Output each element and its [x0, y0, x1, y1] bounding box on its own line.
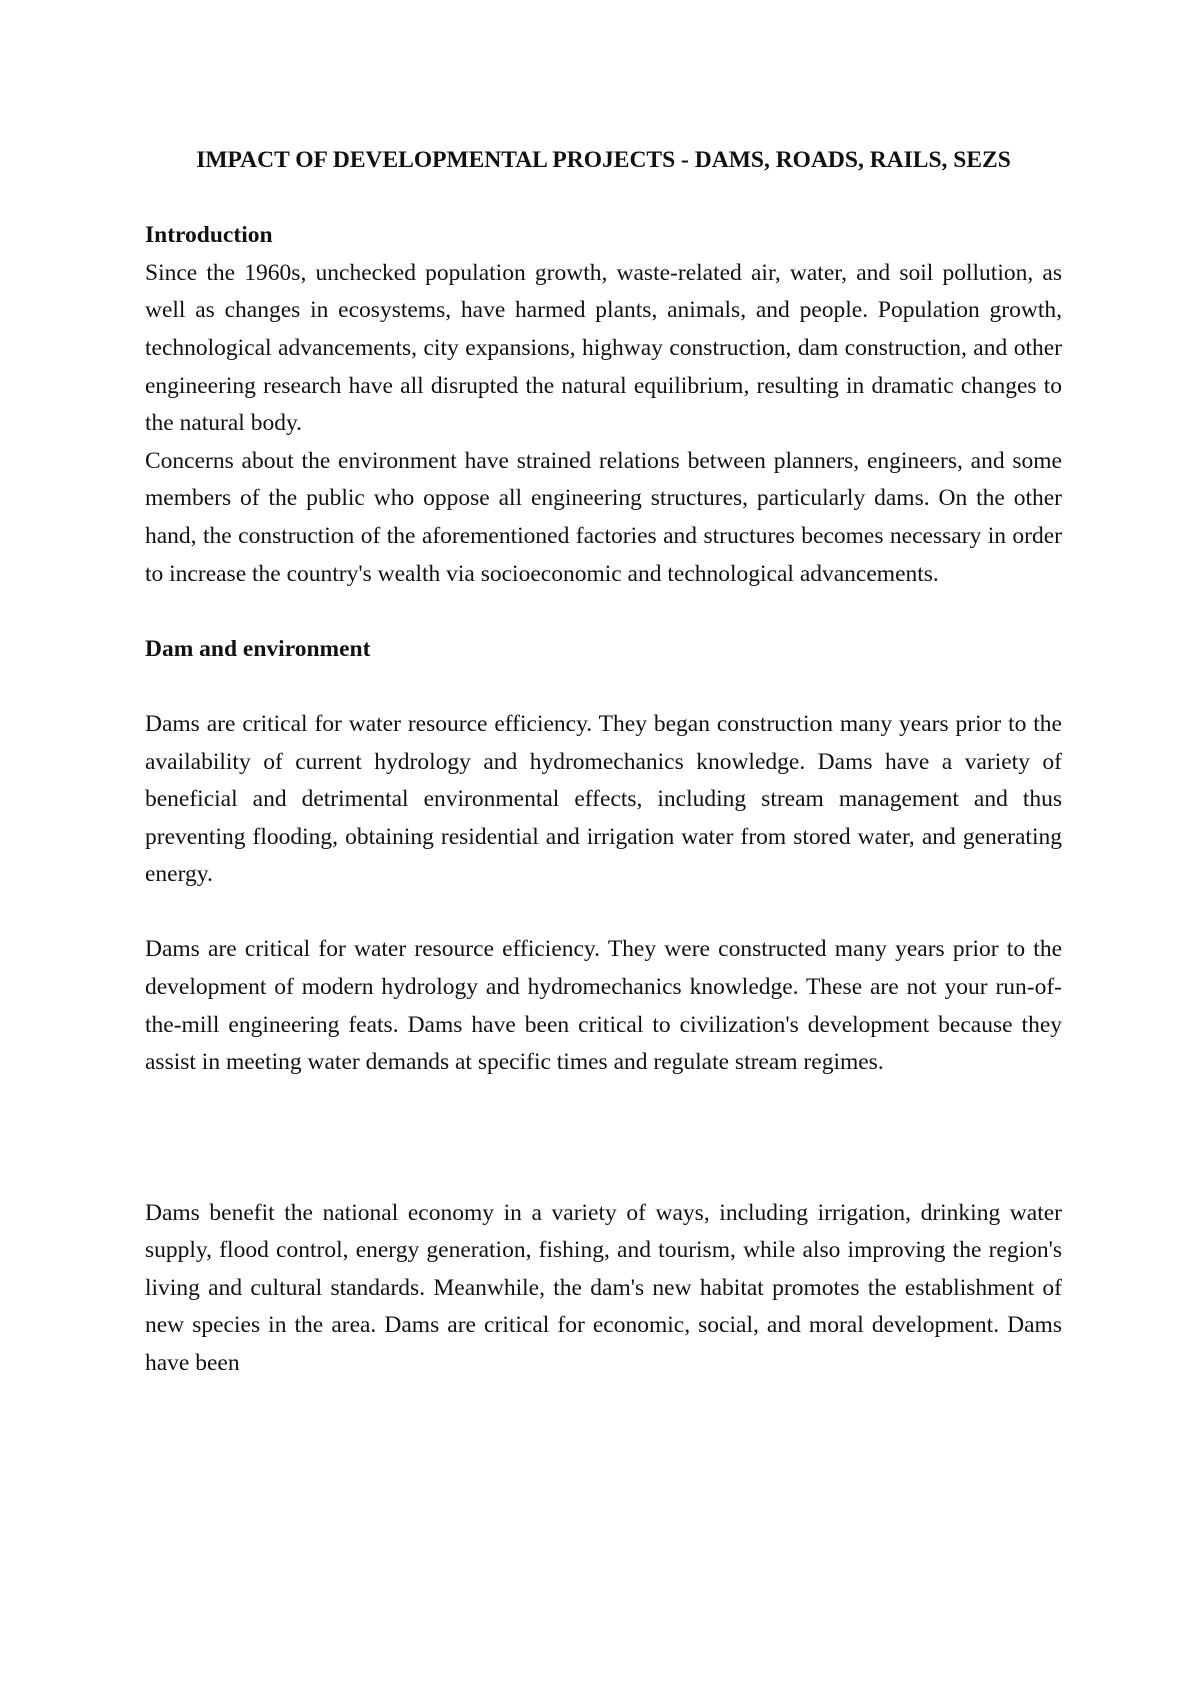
spacer [145, 1082, 1062, 1195]
paragraph-intro-1: Since the 1960s, unchecked population growth, waste-related air, water, and soil pollution, as well as changes in ecosystems, have harmed plants, animals, and people. Population growth, technological advancements, city expansions, highway construction, dam construction, and other engineering research have all disrupted the natural equilibrium, resulting in dramatic changes to the natural body. [145, 259, 1062, 437]
spacer [145, 668, 1062, 706]
spacer [145, 593, 1062, 631]
paragraph-dam-3: Dams benefit the national economy in a variety of ways, including irrigation, drinking water supply, flood control, energy generation, fishing, and tourism, while also improving the region's living and cultural standards. Meanwhile, the dam's new habitat promotes the establishment of new species in the area. Dams are critical for economic, social, and moral development. Dams have been [145, 1199, 1062, 1377]
spacer [145, 894, 1062, 932]
spacer [145, 180, 1062, 218]
paragraph-dam-1: Dams are critical for water resource efficiency. They began construction many years prior to the availability of current hydrology and hydromechanics knowledge. Dams have a variety of beneficial and detrimental environmental effects, including stream management and thus preventing flooding, obtaining residential and irrigation water from stored water, and generating energy. [145, 710, 1062, 888]
section-heading-introduction: Introduction [145, 222, 273, 249]
paragraph-dam-2: Dams are critical for water resource efficiency. They were constructed many years prior to the development of modern hydrology and hydromechanics knowledge. These are not your run-of-the-mill engineering feats. Dams have been critical to civilization's development because they assist in meeting water demands at specific times and regulate stream regimes. [145, 936, 1062, 1076]
document-page [145, 142, 1062, 1383]
document-title: IMPACT OF DEVELOPMENTAL PROJECTS - DAMS, ROADS, RAILS, SEZS [196, 147, 1011, 173]
section-heading-dam-environment: Dam and environment [145, 635, 371, 662]
paragraph-intro-2: Concerns about the environment have strained relations between planners, engineers, and some members of the public who oppose all engineering structures, particularly dams. On the other hand, the construction of the aforementioned factories and structures becomes necessary in order to increase the country's wealth via socioeconomic and technological advancements. [145, 447, 1062, 587]
